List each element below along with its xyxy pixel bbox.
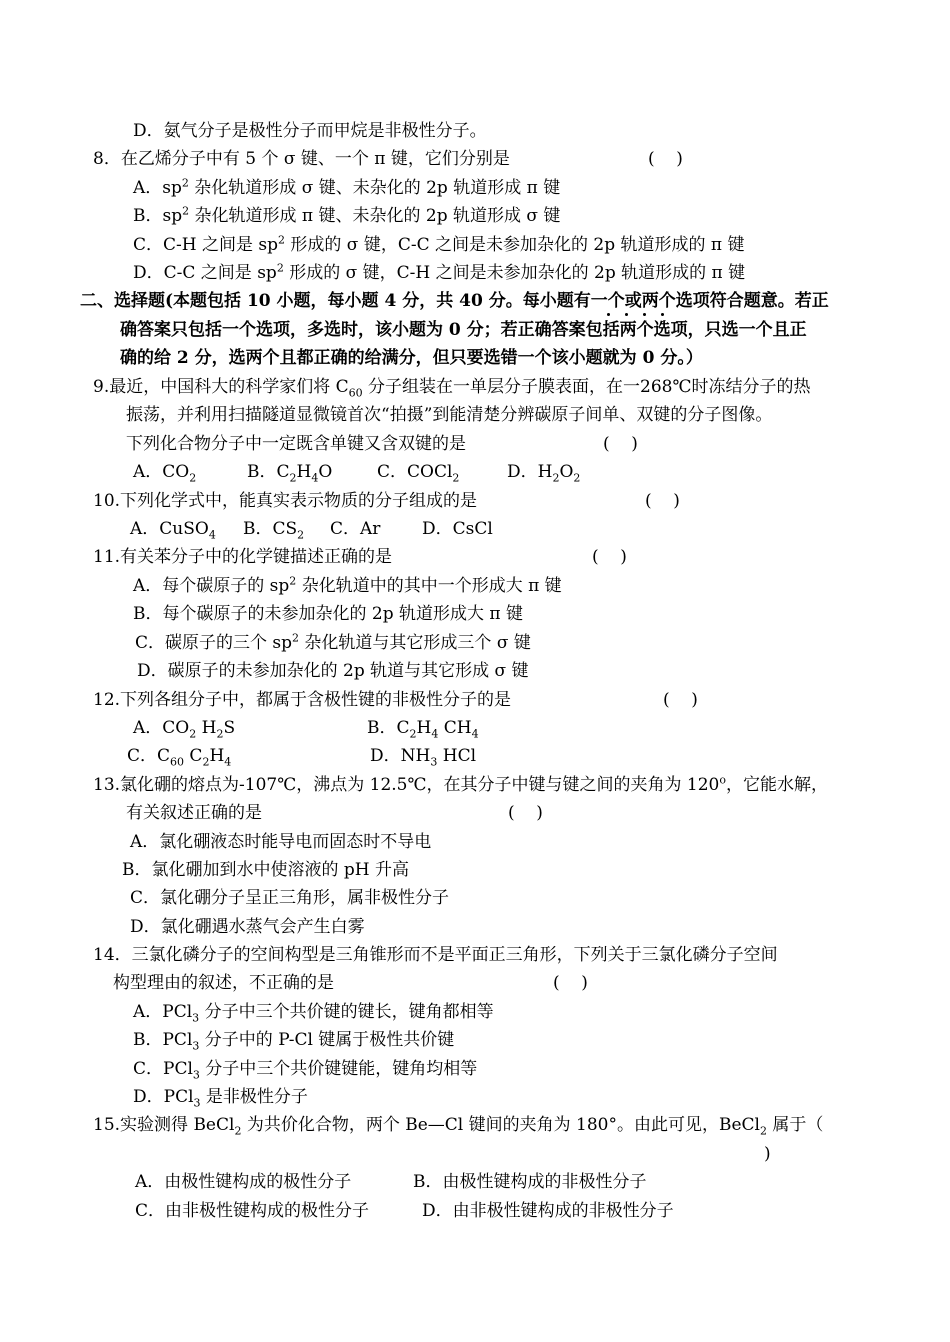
q14-stem-line1: 14．三氯化磷分子的空间构型是三角锥形而不是平面正三角形，下列关于三氯化磷分子空间 xyxy=(93,945,778,965)
q14-option-a: A．PCl$_3$ 分子中三个共价键的键长，键角都相等 xyxy=(133,1002,494,1025)
q15-answer-bracket-close: ) xyxy=(764,1144,771,1164)
q13-option-b: B．氯化硼加到水中使溶液的 pH 升高 xyxy=(122,860,410,880)
q9-option-b: B．$C_2H_4O$ xyxy=(247,462,333,485)
section2-instructions-line3: 确的给 2 分，选两个且都正确的给满分，但只要选错一个该小题就为 0 分。） xyxy=(120,348,703,368)
q7-option-d: D．氨气分子是极性分子而甲烷是非极性分子。 xyxy=(133,121,487,141)
q15-option-d: D．由非极性键构成的非极性分子 xyxy=(422,1201,674,1221)
q8-option-b: B．$sp^2$ 杂化轨道形成 π 键、未杂化的 2p 轨道形成 σ 键 xyxy=(133,204,561,226)
q8-option-c: C．C-H 之间是 $sp^2$ 形成的 σ 键，C-C 之间是未参加杂化的 2p 轨道形成的 π 键 xyxy=(133,233,745,255)
emphasis-dot xyxy=(607,313,610,316)
q9-option-c: C．COCl$_2$ xyxy=(377,462,460,485)
q9-option-a: A．$CO_2$ xyxy=(133,462,197,485)
q10-answer-bracket: ( ) xyxy=(645,491,680,511)
q9-stem-line3: 下列化合物分子中一定既含单键又含双键的是 xyxy=(126,434,466,454)
section2-instructions-line2: 确答案只包括一个选项，多选时，该小题为 0 分；若正确答案包括两个选项，只选一个且正 xyxy=(120,320,807,340)
q15-stem-line1: 15.实验测得 BeCl$_2$ 为共价化合物，两个 Be—Cl 键间的夹角为 180°。由此可见，BeCl$_2$ 属于（ xyxy=(93,1115,824,1138)
q12-stem: 12.下列各组分子中，都属于含极性键的非极性分子的是 xyxy=(93,690,512,710)
q12-option-d: D．$NH_3$ HCl xyxy=(370,746,477,769)
q13-option-c: C．氯化硼分子呈正三角形，属非极性分子 xyxy=(130,888,450,908)
q9-stem-line1: 9.最近，中国科大的科学家们将 $C_{60}$ 分子组装在一单层分子膜表面，在一268℃时冻结分子的热 xyxy=(93,377,811,400)
q15-option-b: B．由极性键构成的非极性分子 xyxy=(413,1172,647,1192)
q8-answer-bracket: ( ) xyxy=(648,149,683,169)
q15-option-c: C．由非极性键构成的极性分子 xyxy=(135,1201,370,1221)
q14-stem-line2: 构型理由的叙述，不正确的是 xyxy=(113,973,334,993)
q14-option-d: D．PCl$_3$ 是非极性分子 xyxy=(133,1087,308,1110)
q10-option-a: A．CuSO$_4$ xyxy=(130,519,216,542)
q11-stem: 11.有关苯分子中的化学键描述正确的是 xyxy=(93,547,393,567)
q9-answer-bracket: ( ) xyxy=(603,434,638,454)
q8-option-d: D．C-C 之间是 $sp^2$ 形成的 σ 键，C-H 之间是未参加杂化的 2p 轨道形成的 π 键 xyxy=(133,261,746,283)
q15-option-a: A．由极性键构成的极性分子 xyxy=(135,1172,352,1192)
emphasis-dot xyxy=(625,313,628,316)
q8-stem: 8．在乙烯分子中有 5 个 σ 键、一个 π 键，它们分别是 xyxy=(93,149,510,169)
q11-option-d: D．碳原子的未参加杂化的 2p 轨道与其它形成 σ 键 xyxy=(137,661,529,681)
q13-stem-line1: 13.氯化硼的熔点为-107℃，沸点为 12.5℃，在其分子中键与键之间的夹角为 120$^o$，它能水解， xyxy=(93,773,828,795)
q13-answer-bracket: ( ) xyxy=(508,803,543,823)
q9-stem-line2: 振荡，并利用扫描隧道显微镜首次“拍摄”到能清楚分辨碳原子间单、双键的分子图像。 xyxy=(126,405,773,425)
q10-stem: 10.下列化学式中，能真实表示物质的分子组成的是 xyxy=(93,491,478,511)
q12-option-b: B．$C_2H_4$ $CH_4$ xyxy=(367,718,479,741)
q13-option-d: D．氯化硼遇水蒸气会产生白雾 xyxy=(130,917,365,937)
q11-option-a: A．每个碳原子的 $sp^2$ 杂化轨道中的其中一个形成大 π 键 xyxy=(133,574,562,596)
q13-option-a: A．氯化硼液态时能导电而固态时不导电 xyxy=(130,832,432,852)
q10-option-d: D．CsCl xyxy=(422,519,493,539)
q12-option-c: C．$C_{60}$ $C_2H_4$ xyxy=(127,746,232,769)
emphasis-dot xyxy=(643,313,646,316)
q14-option-c: C．PCl$_3$ 分子中三个共价键键能，键角均相等 xyxy=(133,1059,478,1082)
q9-option-d: D．$H_2O_2$ xyxy=(507,462,581,485)
q11-option-c: C．碳原子的三个 $sp^2$ 杂化轨道与其它形成三个 σ 键 xyxy=(135,631,531,653)
q11-answer-bracket: ( ) xyxy=(592,547,627,567)
section2-instructions-line1: 二、选择题(本题包括 10 小题，每小题 4 分，共 40 分。每小题有一个或两个选项符合题意。若正 xyxy=(80,291,829,311)
q14-option-b: B．PCl$_3$ 分子中的 P-Cl 键属于极性共价键 xyxy=(133,1030,455,1053)
emphasis-dot xyxy=(661,313,664,316)
q11-option-b: B．每个碳原子的未参加杂化的 2p 轨道形成大 π 键 xyxy=(133,604,523,624)
q12-answer-bracket: ( ) xyxy=(663,690,698,710)
q12-option-a: A．$CO_2$ $H_2S$ xyxy=(133,718,236,741)
q10-option-b: B．$CS_2$ xyxy=(243,519,305,542)
q8-option-a: A．$sp^2$ 杂化轨道形成 σ 键、未杂化的 2p 轨道形成 π 键 xyxy=(133,176,561,198)
q14-answer-bracket: ( ) xyxy=(553,973,588,993)
q10-option-c: C．Ar xyxy=(330,519,381,539)
q13-stem-line2: 有关叙述正确的是 xyxy=(126,803,262,823)
